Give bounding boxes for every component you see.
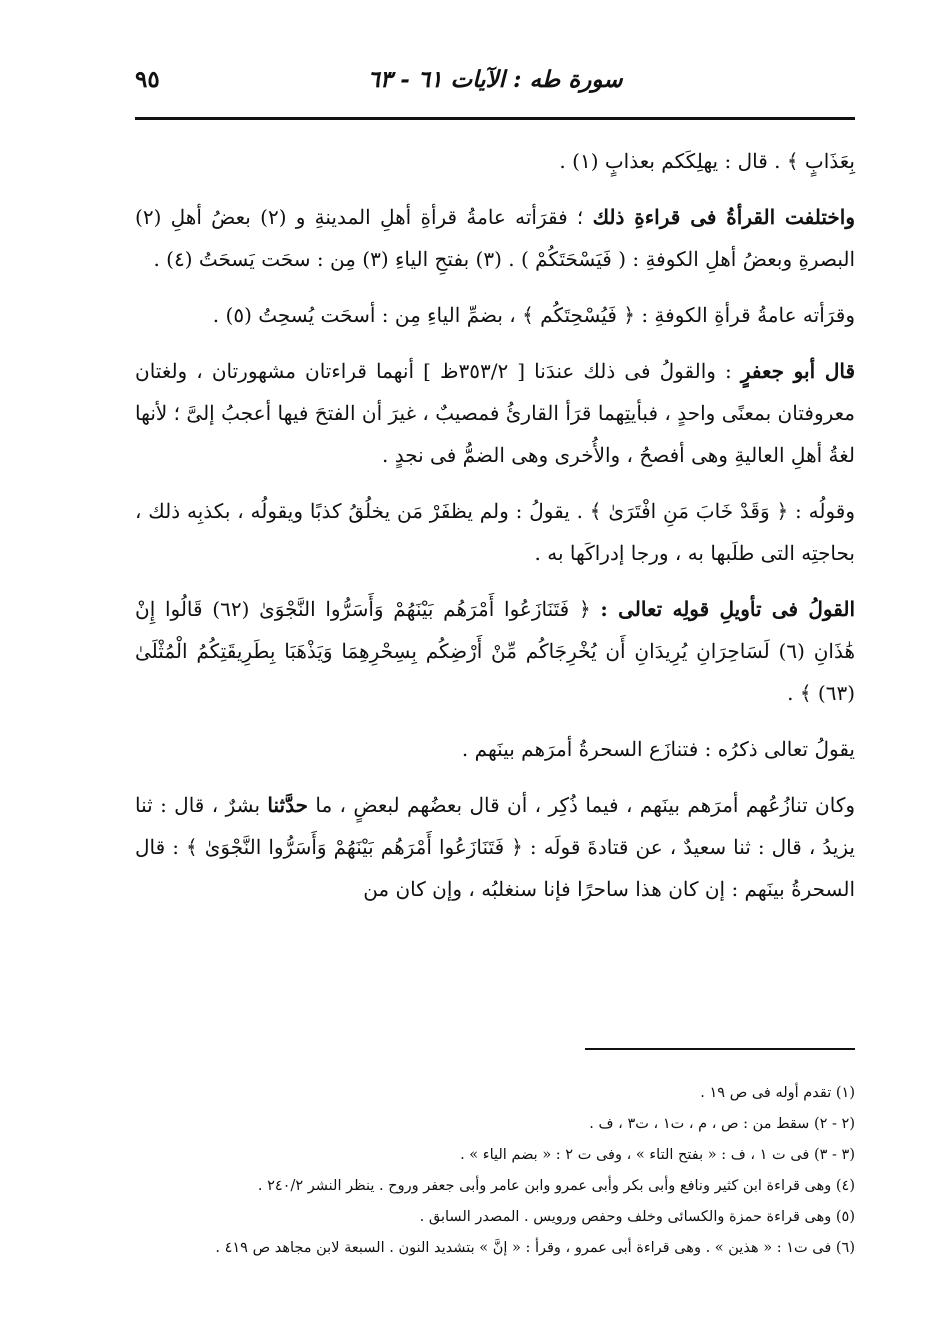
footnote-4: (٤) وهى قراءة ابن كثير ونافع وأبى بكر وأبى عمرو وابن عامر وأبى جعفر وروح . ينظر النشر ٢٤٠/٢ .: [257, 1178, 855, 1194]
footnote-1: (١) تقدم أوله فى ص ١٩ .: [700, 1085, 855, 1101]
footnote-5: (٥) وهى قراءة حمزة والكسائى وخلف وحفص ورويس . المصدر السابق .: [419, 1209, 855, 1225]
paragraph-4-lead: قال أبو جعفرٍ: [740, 359, 856, 383]
header-title: سورة طه : الآيات ٦١ - ٦٣: [367, 66, 623, 93]
page-header: [135, 60, 855, 102]
footnotes: [135, 1078, 855, 1264]
paragraph-5: [135, 490, 855, 574]
header-divider: [135, 117, 855, 120]
paragraph-8-start: وكان تنازُعُهم أمرَهم بينَهم ، فيما ذُكِر ، أن قال بعضُهم لبعضٍ ، ما: [315, 793, 856, 817]
paragraph-6: [135, 588, 855, 714]
footnote-6: (٦) فى ت١ : « هذين » . وهى قراءة أبى عمرو ، وقرأ : « إنَّ » بتشديد النون . السبعة لابن مجاهد ص ٤١٩ .: [215, 1240, 855, 1256]
paragraph-5-text: وقولُه : ﴿ وَقَدْ خَابَ مَنِ افْتَرَىٰ ﴾ . يقولُ : ولم يظفَرْ مَن يخلُقُ كذبًا ويقولُه ، بكذبِه ذلك ، بحاجتِه التى طلَبها به ، ورجا إدراكَها به .: [135, 499, 855, 565]
paragraph-2: [135, 196, 855, 280]
paragraph-4: [135, 350, 855, 476]
paragraph-6-lead: القولُ فى تأويلِ قولِه تعالى :: [600, 597, 855, 621]
page-number: ٩٥: [135, 66, 160, 93]
paragraph-8-text: بشرٌ ، قال : ثنا يزيدُ ، قال : ثنا سعيدٌ ، عن قتادةَ قولَه : ﴿ فَتَنَازَعُوا أَمْرَهُم بَيْنَهُمْ وَأَسَرُّوا النَّجْوَىٰ ﴾ : قال السحرةُ بينَهم : إن كان هذا ساحرًا فإنا سنغلبُه ، وإن كان من: [135, 793, 855, 901]
footnote-3: (٣ - ٣) فى ت ١ ، ف : « بفتح التاء » ، وفى ت ٢ : « بضم الياء » .: [460, 1147, 855, 1163]
paragraph-8-bold: حدَّثنا: [267, 793, 308, 817]
paragraph-7-text: يقولُ تعالى ذكرُه : فتنازَع السحرةُ أمرَهم بينَهم .: [461, 737, 855, 761]
paragraph-4-text: : والقولُ فى ذلك عندَنا [ ٣٥٣/٢ظ ] أنهما قراءتان مشهورتان ، ولغتان معروفتان بمعنًى واحدٍ ، فبأيتِهما قرَأ القارئُ فمصيبٌ ، غيرَ أن الفتحَ فيها أعجبُ إلىَّ ؛ لأنها لغةُ أهلِ العاليةِ وهى أفصحُ ، والأُخرى وهى الضمُّ فى نجدٍ .: [135, 359, 855, 467]
paragraph-7: [135, 728, 855, 770]
main-text: [135, 140, 855, 924]
footnote-divider: [585, 1048, 855, 1050]
paragraph-1-text: بِعَذَابٍ ﴾ . قال : يهلِكَكم بعذابٍ (١) .: [559, 149, 855, 173]
paragraph-2-text: ؛ فقرَأته عامةُ قرأةِ أهلِ المدينةِ و (٢) بعضُ أهلِ (٢) البصرةِ وبعضُ أهلِ الكوفةِ : ( فَيَسْحَتَكُمْ ) . (٣) بفتحِ الياءِ (٣) مِن : سحَت يَسحَتُ (٤) .: [135, 205, 855, 271]
paragraph-6-text: ﴿ فَتَنَازَعُوا أَمْرَهُم بَيْنَهُمْ وَأَسَرُّوا النَّجْوَىٰ (٦٢) قَالُوا إِنْ هَٰذَانِ (٦) لَسَاحِرَانِ يُرِيدَانِ أَن يُخْرِجَاكُم مِّنْ أَرْضِكُم بِسِحْرِهِمَا وَيَذْهَبَا بِطَرِيقَتِكُمُ الْمُثْلَىٰ (٦٣) ﴾ .: [135, 597, 856, 705]
footnote-2: (٢ - ٢) سقط من : ص ، م ، ت١ ، ت٣ ، ف .: [589, 1116, 855, 1132]
paragraph-1: [135, 140, 855, 182]
paragraph-3-text: وقرَأته عامةُ قرأةِ الكوفةِ : ﴿ فَيُسْحِتَكُم ﴾ ، بضمِّ الياءِ مِن : أسحَت يُسحِتُ (٥) .: [212, 303, 855, 327]
paragraph-8: [135, 784, 855, 910]
paragraph-2-lead: واختلفت القرأةُ فى قراءةِ ذلك: [592, 205, 855, 229]
paragraph-3: [135, 294, 855, 336]
